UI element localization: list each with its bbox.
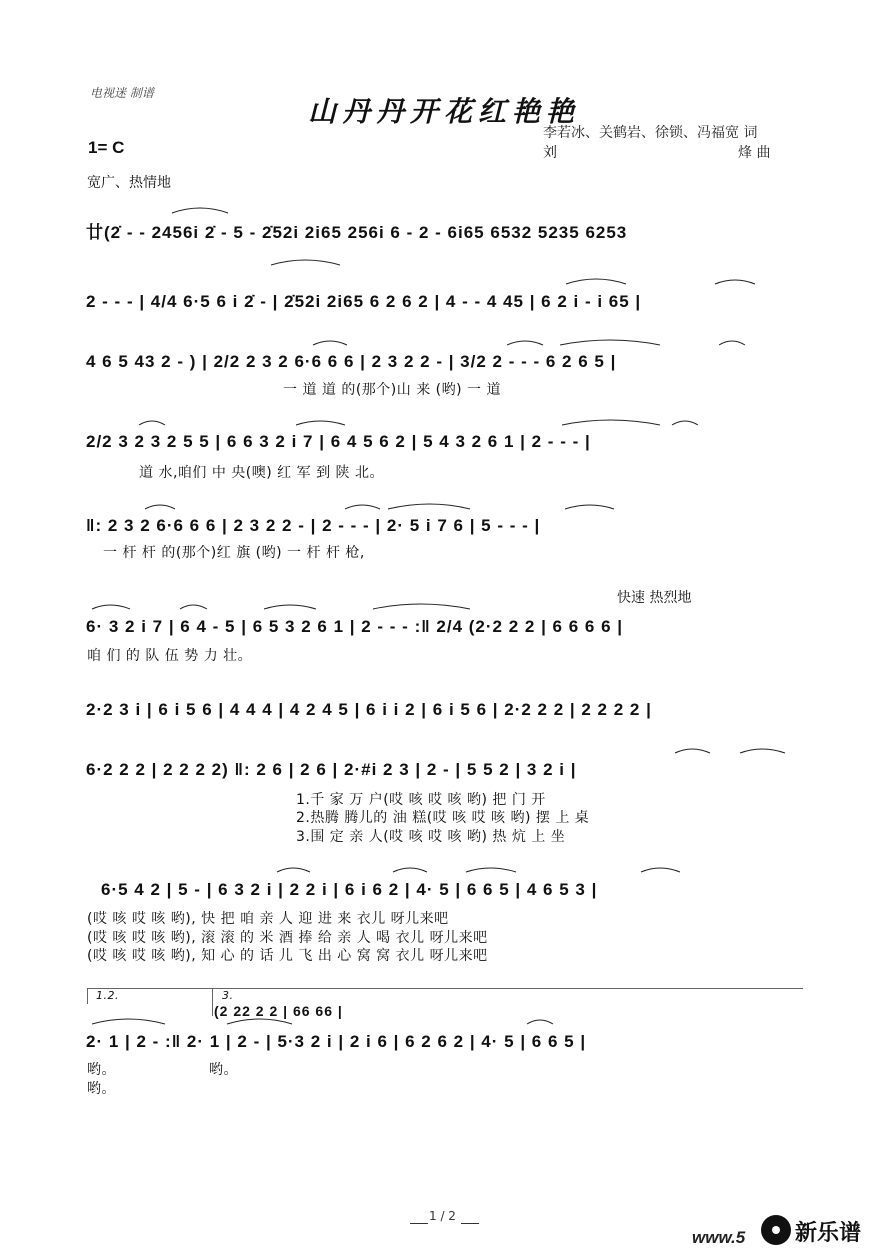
page-number: 1 / 2 (429, 1209, 456, 1223)
verse-1-lyric-line-8: 1.千 家 万 户(哎 咳 哎 咳 哟) 把 门 开 (296, 792, 546, 808)
composer-credit: 烽 曲 (738, 145, 771, 161)
slur-arc (560, 340, 660, 345)
slur-arc (527, 1020, 553, 1024)
verse-2-lyric-line-9: (哎 咳 哎 咳 哟), 滚 滚 的 米 酒 捧 给 亲 人 喝 衣儿 呀儿来吧 (87, 930, 488, 946)
slur-arc (145, 505, 175, 509)
verse-3-lyric-line-9: (哎 咳 哎 咳 哟), 知 心 的 话 儿 飞 出 心 窝 窝 衣儿 呀儿来吧 (87, 948, 488, 964)
lyric-line-5: 一 杆 杆 的(那个)红 旗 (哟) 一 杆 杆 枪, (103, 545, 365, 561)
score-line-8: 6·2 2 2 | 2 2 2 2) ‖: 2 6 | 2 6 | 2·#i 2 3 | 2 - | 5 5 2 | 3 2 i | (86, 760, 577, 779)
page-num-rule-left (410, 1223, 428, 1224)
verse-1-lyric-line-9: (哎 咳 哎 咳 哟), 快 把 咱 亲 人 迎 进 来 衣儿 呀儿来吧 (87, 911, 449, 927)
score-line-6: 6· 3 2 i 7 | 6 4 - 5 | 6 5 3 2 6 1 | 2 - - - :‖ 2/4 (2·2 2 2 | 6 6 6 6 | (86, 617, 624, 636)
tempo-marking: 宽广、热情地 (87, 175, 171, 191)
slur-arc (565, 505, 614, 509)
slur-arc (719, 341, 745, 345)
slur-arc (271, 260, 340, 265)
slur-arc (180, 605, 207, 609)
slur-arc (740, 749, 785, 753)
accompaniment-bracket: (2 22 2 2 | 66 66 | (214, 1003, 343, 1019)
verse-3-lyric-line-8: 3.围 定 亲 人(哎 咳 哎 咳 哟) 热 炕 上 坐 (296, 829, 566, 845)
tempo-marking-fast: 快速 热烈地 (617, 590, 692, 606)
slur-arc (388, 504, 470, 509)
slur-arc (296, 421, 345, 425)
lyric-line-10b: 哟。 (87, 1081, 116, 1097)
slur-arc (675, 749, 710, 753)
slur-arc (227, 1019, 292, 1024)
lyric-line-4: 道 水,咱们 中 央(噢) 红 军 到 陕 北。 (139, 465, 384, 481)
logo-text: 新乐谱 (795, 1221, 862, 1246)
slur-arc (139, 421, 165, 425)
lyric-line-10: 哟。 哟。 (87, 1062, 238, 1078)
composer-surname: 刘 (543, 145, 557, 161)
slur-arc (562, 420, 660, 425)
vinyl-record-icon (761, 1215, 791, 1245)
volta-1-2-label: 1.2. (96, 989, 119, 1002)
verse-2-lyric-line-8: 2.热腾 腾儿的 油 糕(哎 咳 哎 咳 哟) 摆 上 桌 (296, 810, 590, 826)
arranger-credit: 电视迷 制谱 (90, 86, 154, 100)
slur-arc (277, 868, 310, 872)
slur-arc (373, 604, 470, 609)
site-logo[interactable] (757, 1211, 885, 1251)
score-line-4: 2/2 3 2 3 2 5 5 | 6 6 3 2 i 7 | 6 4 5 6 2 | 5 4 3 2 6 1 | 2 - - - | (86, 432, 591, 451)
score-line-2: 2 - - - | 4/4 6·5 6 i 2̇ - | 2̇52i 2i65 6 2 6 2 | 4 - - 4 45 | 6 2 i - i 65 | (86, 292, 642, 311)
score-line-3: 4 6 5 43 2 - ) | 2/2 2 3 2 6·6 6 6 | 2 3 2 2 - | 3/2 2 - - - 6 2 6 5 | (86, 352, 617, 371)
score-line-7: 2·2 3 i | 6 i 5 6 | 4 4 4 | 4 2 4 5 | 6 i i 2 | 6 i 5 6 | 2·2 2 2 | 2 2 2 2 | (86, 700, 652, 719)
slur-arc (345, 505, 380, 509)
slur-arc (92, 605, 130, 609)
slur-arc (393, 868, 427, 872)
slur-arc (641, 868, 680, 872)
score-line-5: ‖: 2 3 2 6·6 6 6 | 2 3 2 2 - | 2 - - - | 2· 5 i 7 6 | 5 - - - | (86, 516, 541, 535)
slur-arc (507, 341, 543, 345)
score-line-1: 廿(2̇ - - 2456i 2̇ - 5 - 2̇52i 2i65 256i 6 - 2 - 6i65 6532 5235 6253 (86, 223, 628, 242)
lyric-line-3: 一 道 道 的(那个)山 来 (哟) 一 道 (283, 382, 501, 398)
slur-arc (264, 605, 316, 609)
slur-arc (715, 280, 755, 284)
key-signature: 1= C (88, 138, 125, 157)
score-line-9: 6·5 4 2 | 5 - | 6 3 2 i | 2 2 i | 6 i 6 2 | 4· 5 | 6 6 5 | 4 6 5 3 | (101, 880, 598, 899)
lyricist-credit: 李若冰、关鹤岩、徐锁、冯福宽 词 (543, 125, 758, 141)
slur-arc (566, 279, 626, 284)
slur-arc (172, 208, 228, 213)
slur-arc (313, 341, 347, 345)
slur-arc (466, 868, 516, 872)
page-num-rule-right (461, 1223, 479, 1224)
slur-arc (92, 1019, 165, 1024)
volta-3-label: 3. (222, 989, 234, 1002)
lyric-line-6: 咱 们 的 队 伍 势 力 壮。 (87, 648, 253, 664)
slur-arc (672, 421, 698, 425)
score-line-10: 2· 1 | 2 - :‖ 2· 1 | 2 - | 5·3 2 i | 2 i 6 | 6 2 6 2 | 4· 5 | 6 6 5 | (86, 1032, 587, 1051)
song-title: 山丹丹开花红艳艳 (307, 95, 580, 128)
site-url[interactable]: www.5 (692, 1228, 746, 1247)
